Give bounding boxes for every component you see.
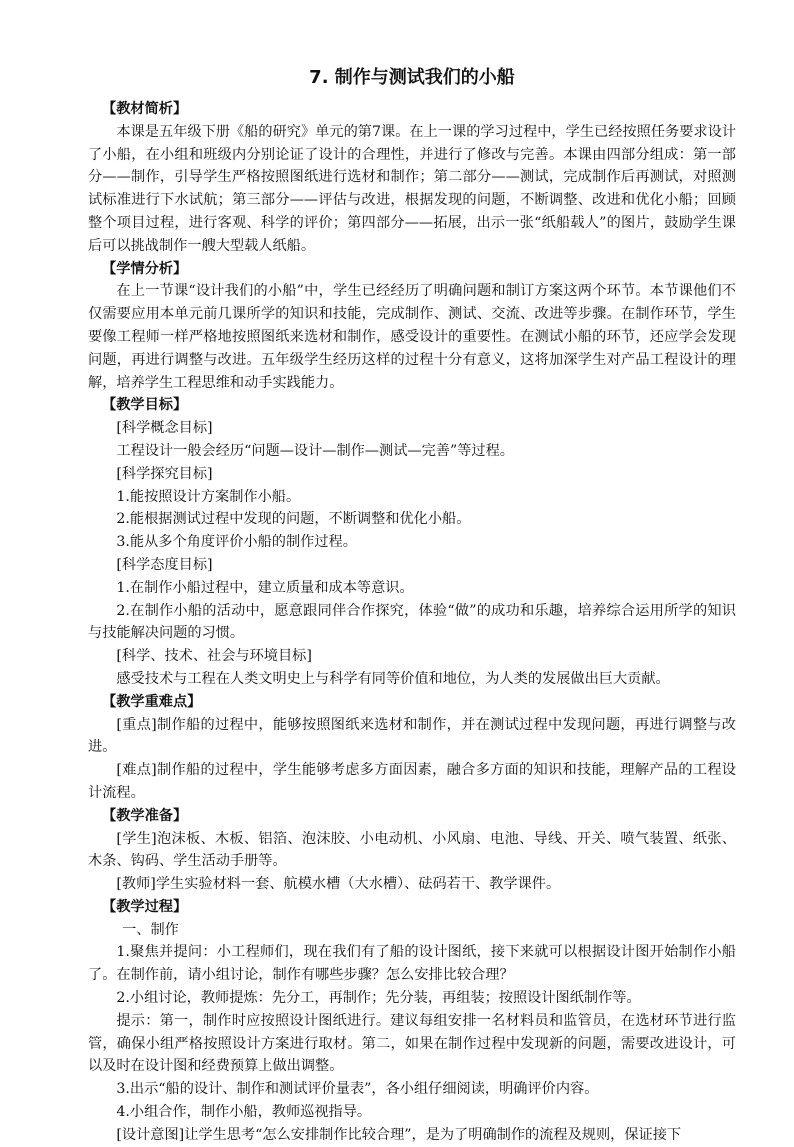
goal-item-inquiry-1: 1.能按照设计方案制作小船。	[116, 488, 301, 505]
goal-text-stse: 感受技术与工程在人类文明史上与科学有同等价值和地位，为人类的发展做出巨大贡献。	[116, 670, 670, 687]
process-step-4: 4.小组合作，制作小船，教师巡视指导。	[116, 1104, 372, 1121]
difficult-point-text: [难点]制作船的过程中，学生能够考虑多方面因素，融合多方面的知识和技能，理解产品的工程设计流程。	[88, 762, 736, 801]
document-page	[88, 66, 736, 1147]
paragraph-student-analysis: 在上一节课“设计我们的小船”中，学生已经经历了明确问题和制订方案这两个环节。本节课他们不仅需要应用本单元前几课所学的知识和技能，完成制作、测试、交流、改进等步骤。在制作环节，学生要像工程师一样严格地按照图纸来选材和制作，感受设计的重要性。在测试小船的环节，还应学会发现问题，再进行调整与改进。五年级学生经历这样的过程十分有意义，这将加深学生对产品工程设计的理解，培养学生工程思维和动手实践能力。	[88, 283, 736, 391]
process-step-3: 3.出示“船的设计、制作和测试评价量表”，各小组仔细阅读，明确评价内容。	[116, 1081, 599, 1098]
process-tip: 提示：第一，制作时应按照设计图纸进行。建议每组安排一名材料员和监管员，在选材环节进行监管，确保小组严格按照设计方案进行取材。第二，如果在制作过程中发现新的问题，需要改进设计，可以及时在设计图和经费预算上做出调整。	[88, 1012, 736, 1075]
section-heading-teaching-process: 【教学过程】	[102, 898, 188, 915]
section-heading-teaching-goals: 【教学目标】	[102, 397, 188, 414]
design-intent: [设计意图]让学生思考“怎么安排制作比较合理”，是为了明确制作的流程及规则，保证接下	[116, 1126, 682, 1143]
goal-label-concept: [科学概念目标]	[116, 420, 213, 437]
goal-label-attitude: [科学态度目标]	[116, 556, 213, 573]
section-heading-student-analysis: 【学情分析】	[102, 260, 188, 277]
section-heading-textbook-analysis: 【教材简析】	[102, 101, 188, 117]
preparation-student: [学生]泡沫板、木板、铝箔、泡沫胶、小电动机、小风扇、电池、导线、开关、喷气装置、纸张、木条、钩码、学生活动手册等。	[88, 830, 736, 870]
process-step-1: 1.聚焦并提问：小工程师们，现在我们有了船的设计图纸，接下来就可以根据设计图开始制作小船了。在制作前，请小组讨论，制作有哪些步骤？怎么安排比较合理？	[88, 944, 736, 984]
process-step-2: 2.小组讨论，教师提炼：先分工，再制作；先分装，再组装；按照设计图纸制作等。	[116, 990, 641, 1007]
paragraph-textbook-analysis: 本课是五年级下册《船的研究》单元的第7课。在上一课的学习过程中，学生已经按照任务要求设计了小船，在小组和班级内分别论证了设计的合理性，并进行了修改与完善。本课由四部分组成：第一部分——制作，引导学生严格按照图纸进行选材和制作；第二部分——测试，完成制作后再测试，对照测试标准进行下水试航；第三部分——评估与改进，根据发现的问题，不断调整、改进和优化小船；回顾整个项目过程，进行客观、科学的评价；第四部分——拓展，出示一张“纸船载人”的图片，鼓励学生课后可以挑战制作一艘大型载人纸船。	[88, 123, 736, 254]
goal-text-concept: 工程设计一般会经历“问题—设计—制作—测试—完善”等过程。	[116, 442, 514, 459]
preparation-teacher: [教师]学生实验材料一套、航模水槽（大水槽）、砝码若干、教学课件。	[116, 876, 561, 893]
goal-item-inquiry-3: 3.能从多个角度评价小船的制作过程。	[116, 534, 357, 551]
process-part-heading: 一、制作	[122, 921, 179, 938]
goal-item-attitude-1: 1.在制作小船过程中，建立质量和成本等意识。	[116, 579, 414, 596]
document-title: 7. 制作与测试我们的小船	[309, 67, 515, 88]
section-heading-key-points: 【教学重难点】	[102, 693, 202, 710]
goal-label-inquiry: [科学探究目标]	[116, 465, 213, 482]
goal-item-inquiry-2: 2.能根据测试过程中发现的问题，不断调整和优化小船。	[116, 511, 471, 528]
goal-item-attitude-2: 2.在制作小船的活动中，愿意跟同伴合作探究，体验“做”的成功和乐趣，培养综合运用所学的知识与技能解决问题的习惯。	[88, 602, 736, 642]
section-heading-preparation: 【教学准备】	[102, 807, 188, 824]
key-point-text: [重点]制作船的过程中，能够按照图纸来选材和制作，并在测试过程中发现问题，再进行调整与改进。	[88, 716, 736, 756]
goal-label-stse: [科学、技术、社会与环境目标]	[116, 648, 312, 665]
